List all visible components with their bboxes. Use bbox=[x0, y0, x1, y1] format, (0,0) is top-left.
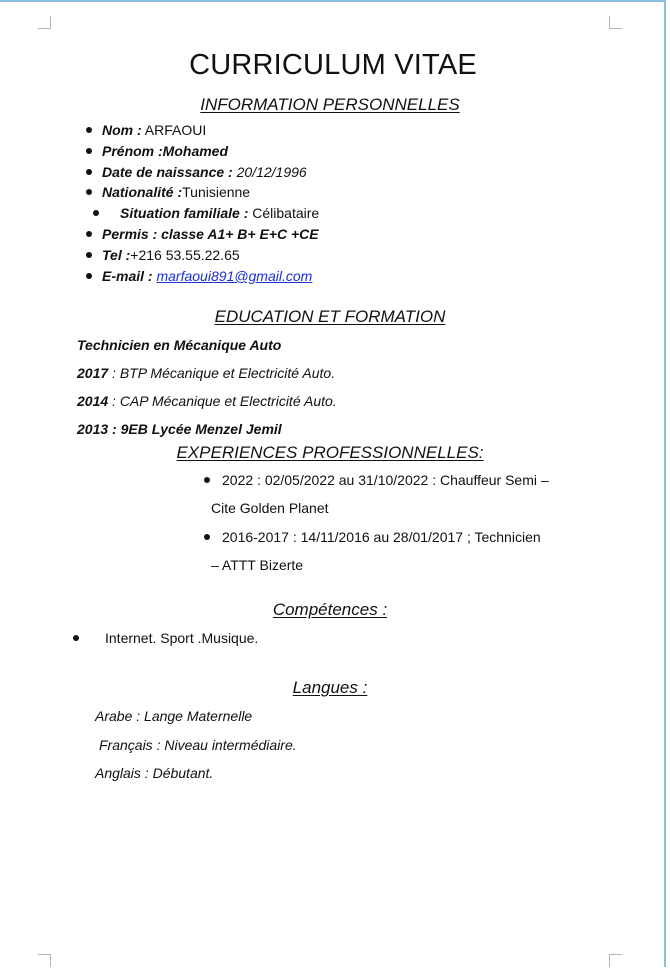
personal-item-birthdate: Date de naissance : 20/12/1996 bbox=[86, 162, 307, 182]
crop-mark-top-left bbox=[38, 16, 51, 29]
skills-item: Internet. Sport .Musique. bbox=[73, 628, 258, 648]
bullet-icon bbox=[86, 252, 92, 258]
personal-item-name: Nom : ARFAOUI bbox=[86, 120, 206, 140]
crop-mark-top-right bbox=[609, 16, 622, 29]
experience-item: 2016-2017 : 14/11/2016 au 28/01/2017 ; Technicien bbox=[204, 527, 541, 547]
section-heading-experience: EXPERIENCES PROFESSIONNELLES: bbox=[176, 443, 484, 462]
bullet-icon bbox=[86, 169, 92, 175]
section-heading-skills: Compétences : bbox=[272, 600, 388, 619]
education-row: 2013 : 9EB Lycée Menzel Jemil bbox=[77, 421, 282, 437]
experience-item-continuation: – ATTT Bizerte bbox=[211, 557, 304, 573]
crop-mark-bottom-left bbox=[38, 954, 51, 967]
language-row: Français : Niveau intermédiaire. bbox=[99, 737, 297, 753]
personal-item-firstname: Prénom :Mohamed bbox=[86, 141, 228, 161]
bullet-icon bbox=[86, 148, 92, 154]
bullet-icon bbox=[204, 477, 210, 483]
section-heading-personal: INFORMATION PERSONNELLES bbox=[200, 95, 460, 114]
education-row: 2014 : CAP Mécanique et Electricité Auto. bbox=[77, 393, 337, 409]
personal-item-nationality: Nationalité :Tunisienne bbox=[86, 182, 250, 202]
education-intro: Technicien en Mécanique Auto bbox=[77, 337, 282, 353]
section-heading-languages: Langues : bbox=[292, 678, 368, 697]
bullet-icon bbox=[204, 534, 210, 540]
document-title: CURRICULUM VITAE bbox=[189, 49, 477, 81]
experience-item-continuation: Cite Golden Planet bbox=[211, 500, 329, 516]
experience-item: 2022 : 02/05/2022 au 31/10/2022 : Chauffeur Semi – bbox=[204, 470, 549, 490]
bullet-icon bbox=[86, 231, 92, 237]
language-row: Arabe : Lange Maternelle bbox=[95, 708, 253, 724]
language-row: Anglais : Débutant. bbox=[95, 765, 214, 781]
education-row: 2017 : BTP Mécanique et Electricité Auto. bbox=[77, 365, 336, 381]
bullet-icon bbox=[86, 273, 92, 279]
personal-item-license: Permis : classe A1+ B+ E+C +CE bbox=[86, 224, 319, 244]
bullet-icon bbox=[86, 127, 92, 133]
bullet-icon bbox=[73, 635, 79, 641]
bullet-icon bbox=[86, 189, 92, 195]
bullet-icon bbox=[93, 210, 99, 216]
email-link[interactable]: marfaoui891@gmail.com bbox=[156, 268, 313, 284]
personal-item-marital-status: Situation familiale : Célibataire bbox=[93, 203, 319, 223]
crop-mark-bottom-right bbox=[609, 954, 622, 967]
personal-item-phone: Tel :+216 53.55.22.65 bbox=[86, 245, 240, 265]
section-heading-education: EDUCATION ET FORMATION bbox=[214, 307, 446, 326]
personal-item-email: E-mail : marfaoui891@gmail.com bbox=[86, 266, 312, 286]
